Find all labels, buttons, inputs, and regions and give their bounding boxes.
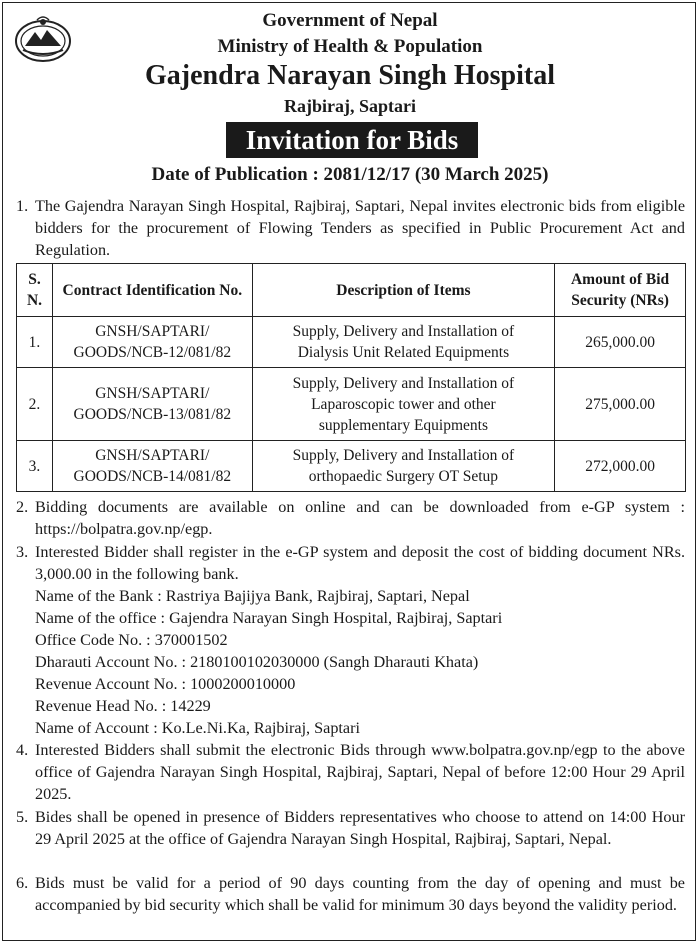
ministry-title: Ministry of Health & Population (217, 36, 483, 57)
hospital-name: Gajendra Narayan Singh Hospital (145, 60, 555, 91)
clause-6-text: Bids must be valid for a period of 90 days counting from the day of opening and must be accompanied by bid security which shall be valid for minimum 30 days beyond the validity period. (35, 874, 685, 914)
bank-name: Name of the Bank : Rastriya Bajijya Bank, Rajbiraj, Saptari, Nepal (35, 587, 470, 605)
contract-id-line: GNSH/SAPTARI/ (95, 323, 210, 340)
dharauti-account: Dharauti Account No. : 2180100102030000 (Sangh Dharauti Khata) (35, 653, 479, 671)
row-contract (52, 368, 252, 441)
contract-id-line: GOODS/NCB-14/081/82 (73, 468, 232, 485)
clause-number: 1. (16, 197, 29, 215)
row-contract (52, 317, 252, 368)
notice-title-banner: Invitation for Bids (226, 122, 478, 158)
clause-number: 2. (16, 498, 29, 516)
clause-4-text: Interested Bidders shall submit the electronic Bids through www.bolpatra.gov.np/egp to the above office of Gajendra Narayan Singh Hospital, Rajbiraj, Saptari, Nepal of before 12:00 Hour 29 April 2025. (35, 741, 685, 803)
table-row (17, 368, 686, 441)
office-code: Office Code No. : 370001502 (35, 631, 228, 649)
intro-paragraph: The Gajendra Narayan Singh Hospital, Rajbiraj, Saptari, Nepal invites electronic bids from eligible bidders for the procurement of Flowing Tenders as specified in Public Procurement Act and Regulation. (35, 197, 685, 259)
clause-number: 5. (16, 808, 29, 826)
bid-table (16, 263, 686, 492)
hospital-location: Rajbiraj, Saptari (284, 96, 416, 116)
row-sn: 3. (17, 441, 53, 492)
row-sn: 2. (17, 368, 53, 441)
row-description: Supply, Delivery and Installation of orthopaedic Surgery OT Setup (252, 441, 554, 492)
row-contract (52, 441, 252, 492)
clause-2-text: Bidding documents are available on online and can be downloaded from e-GP system : https://bolpatra.gov.np/egp. (35, 498, 685, 538)
row-amount: 272,000.00 (555, 441, 686, 492)
clause-number: 3. (16, 543, 29, 561)
row-description: Supply, Delivery and Installation of Laparoscopic tower and other supplementary Equipments (252, 368, 554, 441)
header-contract: Contract Identification No. (52, 264, 252, 317)
header-description: Description of Items (252, 264, 554, 317)
office-name: Name of the office : Gajendra Narayan Singh Hospital, Rajbiraj, Saptari (35, 609, 503, 627)
contract-id-line: GOODS/NCB-12/081/82 (73, 344, 232, 361)
table-row (17, 441, 686, 492)
contract-id-line: GNSH/SAPTARI/ (95, 385, 210, 402)
row-amount: 265,000.00 (555, 317, 686, 368)
row-amount: 275,000.00 (555, 368, 686, 441)
table-row (17, 317, 686, 368)
clause-5-text: Bides shall be opened in presence of Bidders representatives who choose to attend on 14:00 Hour 29 April 2025 at the office of Gajendra Narayan Singh Hospital, Rajbiraj, Saptari, Nepal. (35, 808, 685, 848)
contract-id-line: GOODS/NCB-13/081/82 (73, 406, 232, 423)
table-header-row (17, 264, 686, 317)
clause-3-text: Interested Bidder shall register in the e-GP system and deposit the cost of bidding document NRs. 3,000.00 in the following bank. (35, 543, 685, 583)
header-sn: S. N. (17, 264, 53, 317)
revenue-account: Revenue Account No. : 1000200010000 (35, 675, 296, 693)
revenue-head: Revenue Head No. : 14229 (35, 697, 211, 715)
row-sn: 1. (17, 317, 53, 368)
header-amount: Amount of Bid Security (NRs) (555, 264, 686, 317)
clause-number: 6. (16, 874, 29, 892)
publication-date: Date of Publication : 2081/12/17 (30 March 2025) (151, 164, 549, 185)
row-description: Supply, Delivery and Installation of Dialysis Unit Related Equipments (252, 317, 554, 368)
government-title: Government of Nepal (262, 10, 438, 31)
clause-number: 4. (16, 741, 29, 759)
account-name: Name of Account : Ko.Le.Ni.Ka, Rajbiraj, Saptari (35, 719, 361, 737)
contract-id-line: GNSH/SAPTARI/ (95, 447, 210, 464)
